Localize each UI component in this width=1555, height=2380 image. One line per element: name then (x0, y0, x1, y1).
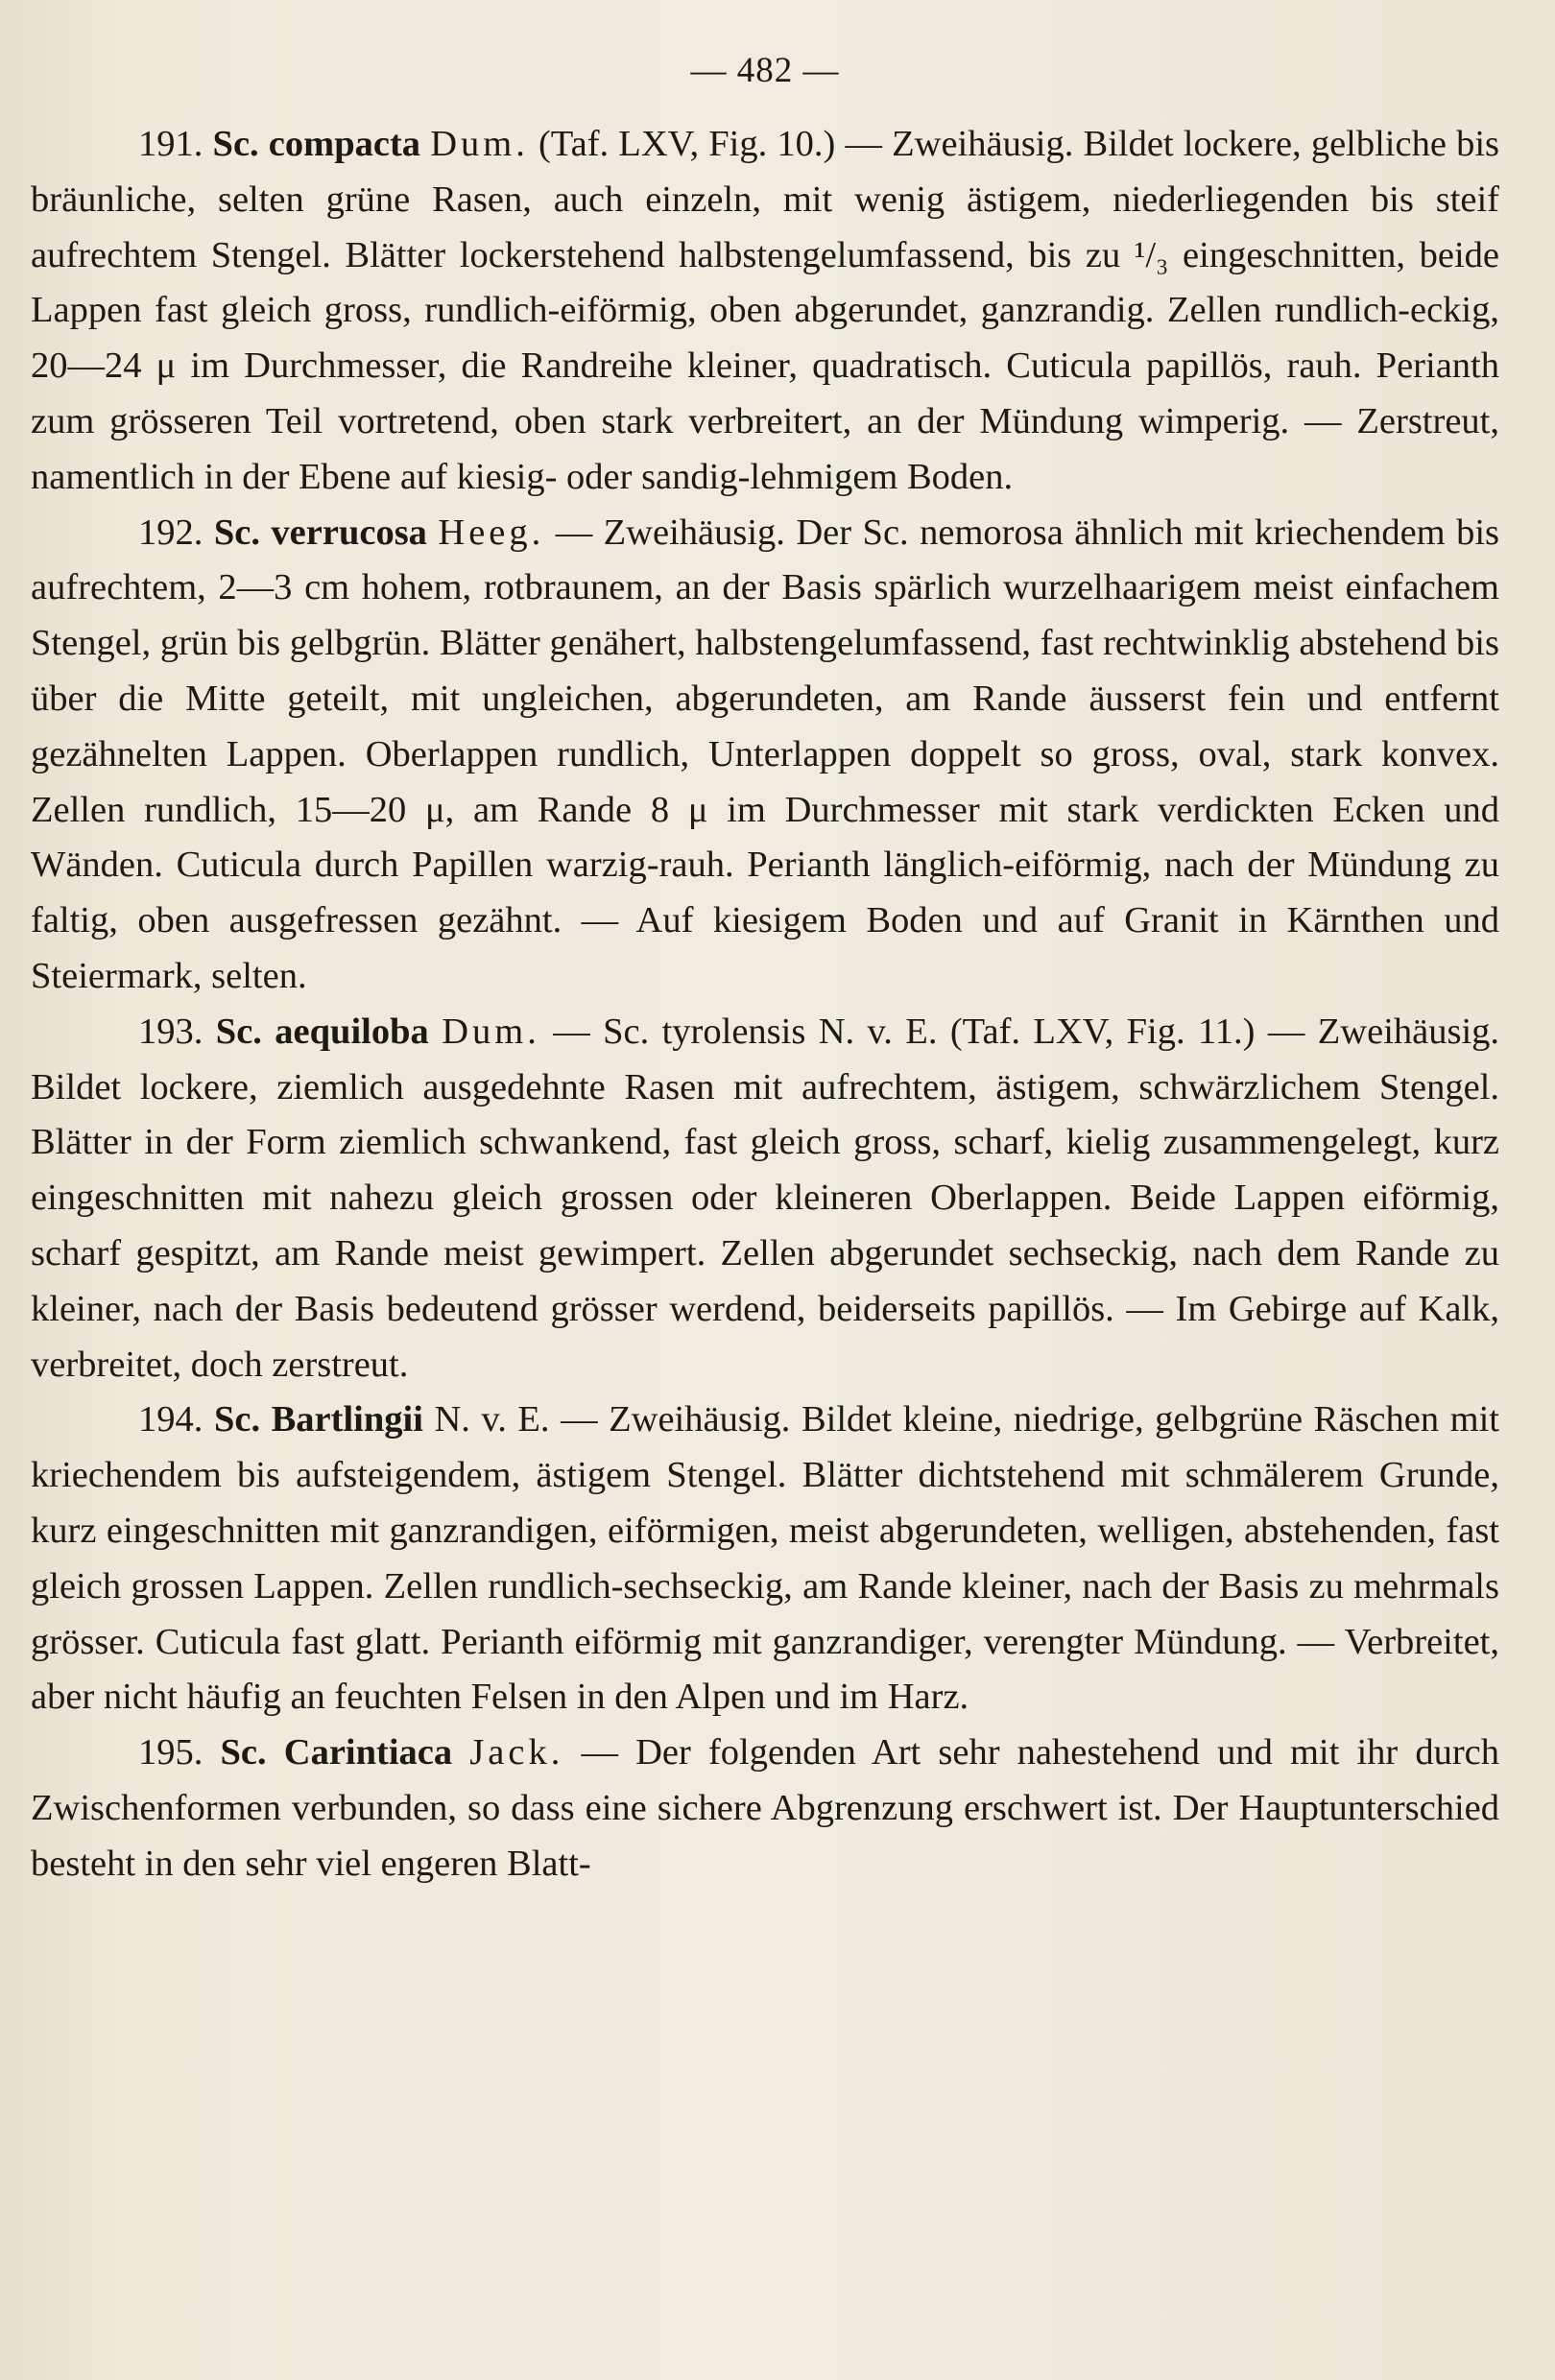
entry-number: 194. (138, 1399, 203, 1440)
entry-text: — Zweihäusig. Bildet kleine, niedrige, gelbgrüne Räschen mit kriechendem bis aufsteigendem, ästigem Stengel. Blätter dichtstehend mit schmälerem Grunde, kurz eingeschnitten mit ganzrandigen, eiförmigen, meist abgerundeten, welligen, abstehenden, fast gleich grossen Lappen. Zellen rundlich-sechseckig, am Rande kleiner, nach der Basis zu mehrmals grösser. Cuticula fast glatt. Perianth eiförmig mit ganzrandiger, verengter Mündung. — Verbreitet, aber nicht häufig an feuchten Felsen in den Alpen und im Harz. (31, 1399, 1499, 1718)
species-entry-194 (31, 1392, 1499, 1726)
species-author: N. v. E. (434, 1399, 550, 1440)
species-name: Sc. compacta (212, 124, 421, 164)
entry-text: — Zweihäusig. Der Sc. nemorosa ähnlich mit kriechendem bis aufrechtem, 2—3 cm hohem, rotbraunem, an der Basis spärlich wurzelhaarigem meist einfachem Stengel, grün bis gelbgrün. Blätter genähert, halbstengelumfassend, fast rechtwinklig abstehend bis über die Mitte geteilt, mit ungleichen, abgerundeten, am Rande äusserst fein und entfernt gezähnelten Lappen. Oberlappen rundlich, Unterlappen doppelt so gross, oval, stark konvex. Zellen rundlich, 15—20 μ, am Rande 8 μ im Durchmesser mit stark verdickten Ecken und Wänden. Cuticula durch Papillen warzig-rauh. Perianth länglich-eiförmig, nach der Mündung zu faltig, oben ausgefressen gezähnt. — Auf kiesigem Boden und auf Granit in Kärnthen und Steiermark, selten. (31, 512, 1500, 996)
species-author: Dum. (442, 1011, 540, 1052)
species-author: Heeg. (438, 512, 545, 553)
species-name: Sc. verrucosa (213, 512, 427, 553)
entry-text: (Taf. LXV, Fig. 10.) — Zweihäusig. Bildet lockere, gelbliche bis bräunliche, selten grüne Rasen, auch einzeln, mit wenig ästigem, niederliegenden bis steif aufrechtem Stengel. Blätter lockerstehend halbstengelumfassend, bis zu ¹/₃ eingeschnitten, beide Lappen fast gleich gross, rundlich-eiförmig, oben abgerundet, ganzrandig. Zellen rundlich-eckig, 20—24 μ im Durchmesser, die Randreihe kleiner, quadratisch. Cuticula papillös, rauh. Perianth zum grösseren Teil vortretend, oben stark verbreitert, an der Mündung wimperig. — Zerstreut, namentlich in der Ebene auf kiesig- oder sandig-lehmigem Boden. (31, 124, 1500, 497)
species-name: Sc. Bartlingii (213, 1399, 423, 1440)
species-entry-191 (31, 117, 1499, 506)
entry-number: 193. (138, 1011, 203, 1052)
entry-text: — Der folgenden Art sehr nahestehend und mit ihr durch Zwischenformen verbunden, so dass eine sichere Abgrenzung erschwert ist. Der Hauptunterschied besteht in den sehr viel engeren Blatt- (31, 1732, 1500, 1884)
species-name: Sc. aequiloba (215, 1011, 429, 1052)
entry-number: 192. (138, 512, 203, 553)
entry-number: 195. (138, 1732, 203, 1773)
species-name: Sc. Carintiaca (220, 1732, 453, 1773)
species-entry-195 (31, 1726, 1499, 1892)
species-entry-193 (31, 1005, 1499, 1393)
page-number: — 482 — (690, 51, 840, 90)
species-entry-192 (31, 506, 1499, 1005)
species-author: Jack. (469, 1732, 564, 1773)
species-author: Dum. (430, 124, 529, 164)
entry-text: — Sc. tyrolensis N. v. E. (Taf. LXV, Fig. 11.) — Zweihäusig. Bildet lockere, ziemlich ausgedehnte Rasen mit aufrechtem, ästigem, schwärzlichem Stengel. Blätter in der Form ziemlich schwankend, fast gleich gross, scharf, kielig zusammengelegt, kurz eingeschnitten mit nahezu gleich grossen oder kleineren Oberlappen. Beide Lappen eiförmig, scharf gespitzt, am Rande meist gewimpert. Zellen abgerundet sechseckig, nach dem Rande zu kleiner, nach der Basis bedeutend grösser werdend, beiderseits papillös. — Im Gebirge auf Kalk, verbreitet, doch zerstreut. (31, 1011, 1500, 1385)
entry-number: 191. (138, 124, 203, 164)
